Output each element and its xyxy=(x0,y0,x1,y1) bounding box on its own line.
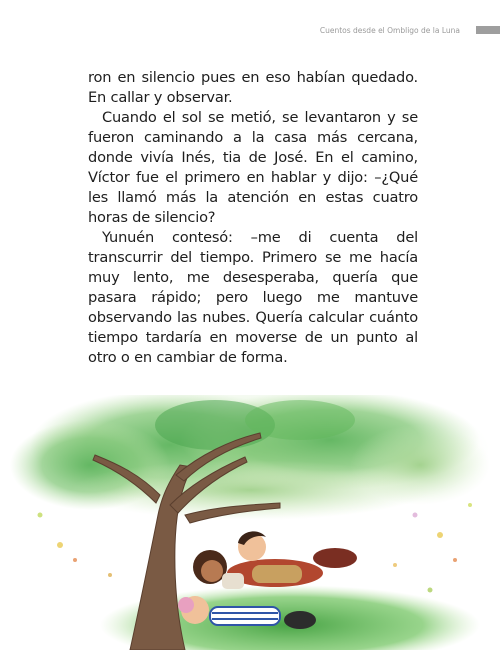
paragraph-3: Yunuén contesó: –me di cuenta del transcurrir del tiempo. Primero se me hacía muy lento, me desesperaba, quería que pasara rápido; pero luego me mantuve observando las nubes. Quería calcular cuánto tiempo tardaría en moverse de un punto al otro o en cambiar de forma. xyxy=(88,229,418,366)
tree-foliage xyxy=(10,395,490,520)
running-title: Cuentos desde el Ombligo de la Luna xyxy=(319,26,460,35)
page-header xyxy=(0,24,500,38)
tree-children-resting-illustration xyxy=(0,395,500,650)
page-tab-marker xyxy=(476,26,500,34)
story-text xyxy=(88,68,418,368)
paragraph-1: ron en silencio pues en eso habían quedado. En callar y observar. xyxy=(88,69,418,106)
paragraph-2: Cuando el sol se metió, se levantaron y se fueron caminando a la casa más cercana, donde vivía Inés, tia de José. En el camino, Víctor fue el primero en hablar y dijo: –¿Qué les llamó más la atención en estas cuatro horas de silencio? xyxy=(88,109,418,226)
